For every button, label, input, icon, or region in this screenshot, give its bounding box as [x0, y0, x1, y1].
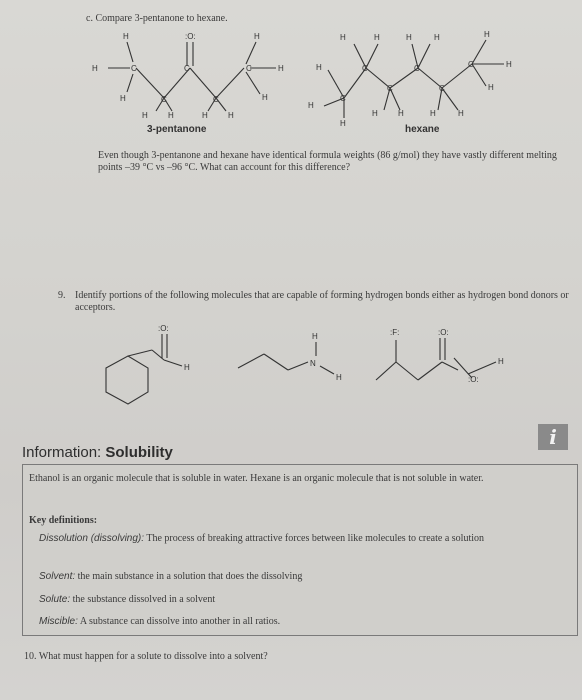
svg-text:C: C — [213, 95, 219, 104]
svg-text:H: H — [406, 33, 412, 42]
svg-text:H: H — [168, 111, 174, 120]
definition-solute — [39, 594, 539, 606]
q9-molecule-aldehyde — [84, 320, 214, 412]
def-miscible: A substance can dissolve into another in all ratios. — [77, 616, 281, 627]
term-miscible: Miscible: — [39, 616, 78, 627]
pentanone-structure — [86, 28, 286, 128]
info-title-topic: Solubility — [105, 444, 173, 461]
svg-text:C: C — [184, 64, 190, 73]
svg-text:H: H — [488, 83, 494, 92]
svg-text:H: H — [262, 93, 268, 102]
svg-text::F:: :F: — [390, 328, 400, 337]
svg-text:H: H — [336, 373, 342, 382]
info-intro: Ethanol is an organic molecule that is soluble in water. Hexane is an organic molecule that is not soluble in water. — [29, 473, 484, 484]
svg-text:H: H — [202, 111, 208, 120]
part-c-prompt: c. Compare 3-pentanone to hexane. — [86, 13, 228, 24]
info-icon: i — [538, 424, 568, 450]
svg-text:C: C — [131, 64, 137, 73]
q9-text: Identify portions of the following molecules that are capable of forming hydrogen bonds either as hydrogen bond donors or acceptors. — [75, 290, 569, 313]
svg-text::O:: :O: — [438, 328, 449, 337]
svg-text:H: H — [430, 109, 436, 118]
svg-text:C: C — [340, 94, 346, 103]
hexane-structure — [300, 28, 530, 128]
def-solvent: the main substance in a solution that does the dissolving — [75, 571, 303, 582]
svg-text::O:: :O: — [158, 324, 169, 333]
q9-molecule-amine — [236, 330, 356, 390]
svg-text:H: H — [228, 111, 234, 120]
svg-text:H: H — [92, 64, 98, 73]
svg-text:H: H — [458, 109, 464, 118]
term-solute: Solute: — [39, 594, 71, 605]
svg-text:H: H — [434, 33, 440, 42]
q10-text: 10. What must happen for a solute to dissolve into a solvent? — [24, 651, 268, 662]
svg-text:C: C — [161, 95, 167, 104]
svg-text:H: H — [123, 32, 129, 41]
svg-text:H: H — [120, 94, 126, 103]
definition-miscible — [39, 616, 539, 628]
svg-text:C: C — [362, 64, 368, 73]
svg-text:H: H — [374, 33, 380, 42]
svg-text:H: H — [340, 33, 346, 42]
svg-text:H: H — [316, 63, 322, 72]
info-title-prefix: Information: — [22, 444, 106, 461]
svg-text:H: H — [254, 32, 260, 41]
svg-text:H: H — [142, 111, 148, 120]
svg-text:H: H — [372, 109, 378, 118]
info-box — [22, 464, 578, 636]
svg-text:H: H — [184, 363, 190, 372]
definition-dissolution — [39, 533, 539, 545]
svg-text:H: H — [506, 60, 512, 69]
svg-text:H: H — [398, 109, 404, 118]
svg-text:N: N — [310, 359, 316, 368]
part-c-question: Even though 3-pentanone and hexane have identical formula weights (86 g/mol) they have vastly different melting points –39 °C vs –96 °C. What can account for this difference? — [98, 150, 557, 173]
pentanone-name: 3-pentanone — [147, 124, 207, 135]
def-solute: the substance dissolved in a solvent — [70, 594, 216, 605]
q9-number: 9. — [58, 290, 66, 301]
q9-molecule-acid — [372, 322, 532, 392]
svg-text:C: C — [414, 64, 420, 73]
term-solvent: Solvent: — [39, 571, 76, 582]
svg-text:H: H — [340, 119, 346, 128]
svg-text:H: H — [484, 30, 490, 39]
svg-text::O:: :O: — [185, 32, 196, 41]
definition-solvent — [39, 571, 539, 583]
svg-text:H: H — [308, 101, 314, 110]
svg-text::O:: :O: — [468, 375, 479, 384]
svg-text:C: C — [439, 84, 445, 93]
info-title — [22, 444, 173, 461]
svg-text:C: C — [387, 84, 393, 93]
svg-text:H: H — [498, 357, 504, 366]
svg-text:C: C — [246, 64, 252, 73]
svg-text:H: H — [312, 332, 318, 341]
key-definitions-heading: Key definitions: — [29, 515, 98, 526]
term-dissolution: Dissolution (dissolving): — [39, 533, 145, 544]
svg-text:C: C — [468, 60, 474, 69]
def-dissolution: The process of breaking attractive forces between like molecules to create a solution — [144, 533, 485, 544]
hexane-name: hexane — [405, 124, 440, 135]
svg-text:H: H — [278, 64, 284, 73]
